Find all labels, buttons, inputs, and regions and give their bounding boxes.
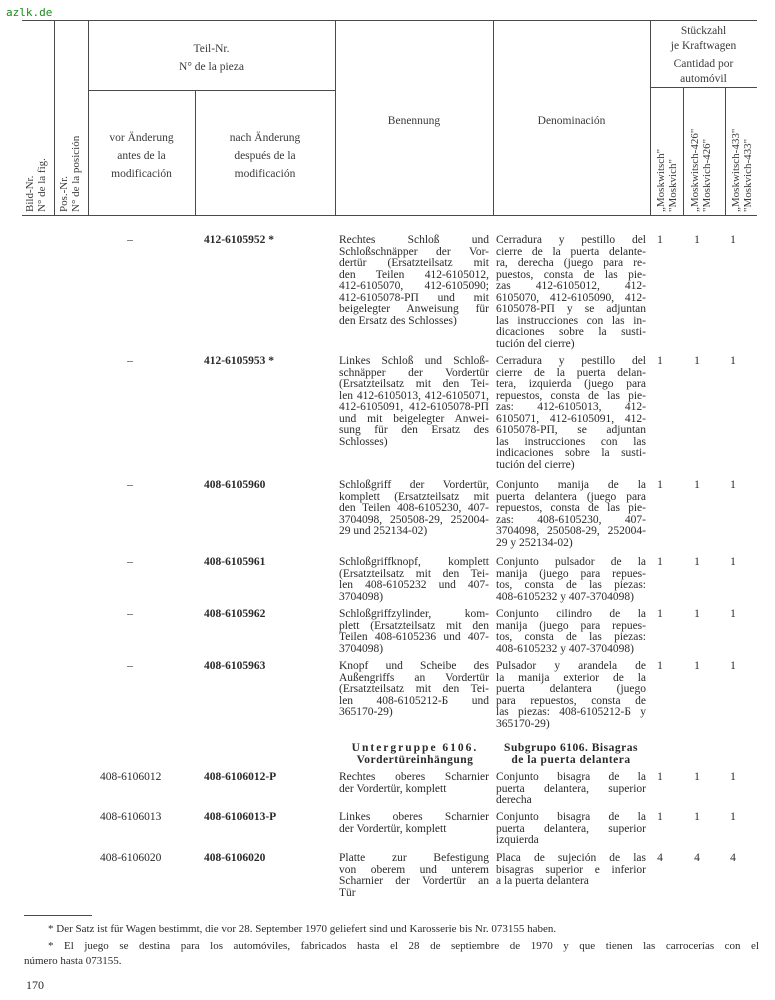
quantity-426: 1: [694, 355, 700, 367]
header-model-moskwitsch: „Moskwitsch" "Moskvich": [655, 148, 679, 212]
header-vor-1: vor Änderung: [109, 132, 174, 144]
header-benennung: Benennung: [387, 115, 441, 127]
part-number-after: 412-6105953 *: [204, 355, 274, 367]
description-es: Conjunto bisagra de la puerta delantera, superior derecha: [496, 771, 646, 806]
part-number-after: 408-6106020: [204, 852, 266, 864]
quantity-426: 1: [694, 811, 700, 823]
part-number-before: –: [127, 660, 133, 672]
header-vor-2: antes de la: [117, 150, 166, 162]
header-pos-nr: Pos.-Nr. N° de la posición: [58, 135, 82, 212]
quantity-433: 4: [730, 852, 736, 864]
header-stueck-4: automóvil: [680, 73, 727, 85]
description-es: Placa de sujeción de las bisagras superior e inferior a la puerta delantera: [496, 852, 646, 887]
description-es: Cerradura y pestillo del cierre de la puerta delante- ra, derecha (juego para re- puestos, consta de las pie- zas 412-6105012, 412- 6105070, 412-6105090, 412- 6105078-РП y se adjuntan las instrucciones con las in- dicaciones sobre la susti- tución del cierre): [496, 234, 646, 350]
part-number-after: 408-6106012-P: [204, 771, 277, 783]
quantity-433: 1: [730, 355, 736, 367]
footnote-rule: [24, 915, 92, 916]
header-stueck-1: Stückzahl: [680, 25, 727, 37]
part-number-before: 408-6106013: [100, 811, 162, 823]
description-de: Linkes oberes Scharnier der Vordertür, komplett: [339, 811, 489, 835]
part-number-after: 408-6105961: [204, 556, 266, 568]
header-nach-2: después de la: [234, 150, 296, 162]
description-de: Schloßgriffzylinder, kom- plett (Ersatzteilsatz mit den Teilen 408-6105236 und 407- 3704098): [339, 608, 489, 655]
part-number-before: –: [127, 608, 133, 620]
quantity-433: 1: [730, 771, 736, 783]
quantity-433: 1: [730, 479, 736, 491]
header-stueck-3: Cantidad por: [673, 58, 734, 70]
header-model-433: „Moskwitsch-433" "Moskvich-433": [730, 128, 754, 212]
part-number-after: 408-6105962: [204, 608, 266, 620]
quantity-moskwitsch: 4: [657, 852, 663, 864]
description-de: Rechtes Schloß und Schloßschnäpper der Vor- dertür (Ersatzteilsatz mit den Teilen 412-6105012, 412-6105070, 412-6105090; 412-6105078-РП und mit beigelegter Anweisung für den Ersatz des Schlosses): [339, 234, 489, 327]
header-stueck-2: je Kraftwagen: [670, 40, 737, 52]
part-number-before: –: [127, 556, 133, 568]
part-number-after: 412-6105952 *: [204, 234, 274, 246]
part-number-after: 408-6105960: [204, 479, 266, 491]
quantity-moskwitsch: 1: [657, 355, 663, 367]
part-number-before: 408-6106020: [100, 852, 162, 864]
quantity-moskwitsch: 1: [657, 608, 663, 620]
group-heading-de: Untergruppe 6106. Vordertüreinhängung: [351, 742, 479, 766]
quantity-moskwitsch: 1: [657, 556, 663, 568]
header-teil-nr: Teil-Nr.: [193, 43, 230, 55]
quantity-426: 1: [694, 479, 700, 491]
description-de: Linkes Schloß und Schloß- schnäpper der Vordertür (Ersatzteilsatz mit den Tei- len 412-6105013, 412-6105071, 412-6105091, 412-6105078-РП und mit beigelegter Anwei- sung für den Ersatz des Schlosses): [339, 355, 489, 448]
quantity-moskwitsch: 1: [657, 234, 663, 246]
description-es: Conjunto manija de la puerta delantera (juego para repuestos, consta de las pie- zas: 408-6105230, 407- 3704098, 250508-29, 252004- 29 y 252134-02): [496, 479, 646, 549]
quantity-426: 1: [694, 771, 700, 783]
header-model-426: „Moskwitsch-426" "Moskvich-426": [689, 128, 713, 212]
quantity-433: 1: [730, 660, 736, 672]
part-number-before: –: [127, 479, 133, 491]
quantity-moskwitsch: 1: [657, 771, 663, 783]
quantity-433: 1: [730, 811, 736, 823]
description-de: Platte zur Befestigung von oberem und unterem Scharnier der Vordertür an Tür: [339, 852, 489, 899]
header-nach-3: modificación: [234, 168, 296, 180]
description-es: Cerradura y pestillo del cierre de la puerta delan- tera, izquierda (juego para repuestos, consta de las pie- zas: 412-6105013, 412- 6105071, 412-6105091, 412- 6105078-РП, se adjuntan las instrucciones con las indicaciones sobre la susti- tución del cierre): [496, 355, 646, 471]
description-es: Conjunto cilindro de la manija (juego para repues- tos, consta de las piezas: 408-6105232 y 407-3704098): [496, 608, 646, 655]
description-es: Conjunto pulsador de la manija (juego para repues- tos, consta de las piezas: 408-6105232 y 407-3704098): [496, 556, 646, 603]
footnote-de: * Der Satz ist für Wagen bestimmt, die vor 28. September 1970 geliefert sind und Karosserie bis Nr. 073155 haben.: [48, 923, 557, 935]
quantity-433: 1: [730, 556, 736, 568]
header-bild-nr: Bild-Nr. N° de la fig.: [24, 158, 48, 212]
footnote-es-2: número hasta 073155.: [24, 955, 122, 967]
quantity-moskwitsch: 1: [657, 811, 663, 823]
part-number-after: 408-6106013-P: [204, 811, 277, 823]
quantity-426: 1: [694, 556, 700, 568]
description-es: Conjunto bisagra de la puerta delantera, superior izquierda: [496, 811, 646, 846]
description-de: Rechtes oberes Scharnier der Vordertür, komplett: [339, 771, 489, 795]
quantity-moskwitsch: 1: [657, 479, 663, 491]
site-watermark: azlk.de: [6, 6, 53, 19]
description-es: Pulsador y arandela de la manija exterior de la puerta delantera (juego para repuestos, consta de las piezas: 408-6105212-Б y 365170-29): [496, 660, 646, 730]
page-number: 170: [26, 978, 44, 992]
footnote-es-1: * El juego se destina para los automóviles, fabricados hasta el 28 de septiembre de 1970 y que tienen las carrocerías con el: [48, 940, 759, 952]
part-number-before: –: [127, 234, 133, 246]
group-heading-es: Subgrupo 6106. Bisagras de la puerta delantera: [504, 742, 638, 766]
part-number-before: 408-6106012: [100, 771, 162, 783]
quantity-433: 1: [730, 608, 736, 620]
quantity-426: 1: [694, 608, 700, 620]
header-pieza: N° de la pieza: [179, 61, 244, 73]
quantity-426: 1: [694, 660, 700, 672]
description-de: Schloßgriff der Vordertür, komplett (Ersatzteilsatz mit den Teilen 408-6105230, 407- 3704098, 250508-29, 252004- 29 und 252134-02): [339, 479, 489, 537]
part-number-before: –: [127, 355, 133, 367]
header-denominacion: Denominación: [537, 115, 606, 127]
quantity-moskwitsch: 1: [657, 660, 663, 672]
header-nach-1: nach Änderung: [229, 132, 301, 144]
header-vor-3: modificación: [111, 168, 172, 180]
quantity-426: 1: [694, 234, 700, 246]
description-de: Schloßgriffknopf, komplett (Ersatzteilsatz mit den Tei- len 408-6105232 und 407- 3704098): [339, 556, 489, 603]
description-de: Knopf und Scheibe des Außengriffs an Vordertür (Ersatzteilsatz mit den Tei- len 408-6105212-Б und 365170-29): [339, 660, 489, 718]
part-number-after: 408-6105963: [204, 660, 266, 672]
quantity-426: 4: [694, 852, 700, 864]
quantity-433: 1: [730, 234, 736, 246]
